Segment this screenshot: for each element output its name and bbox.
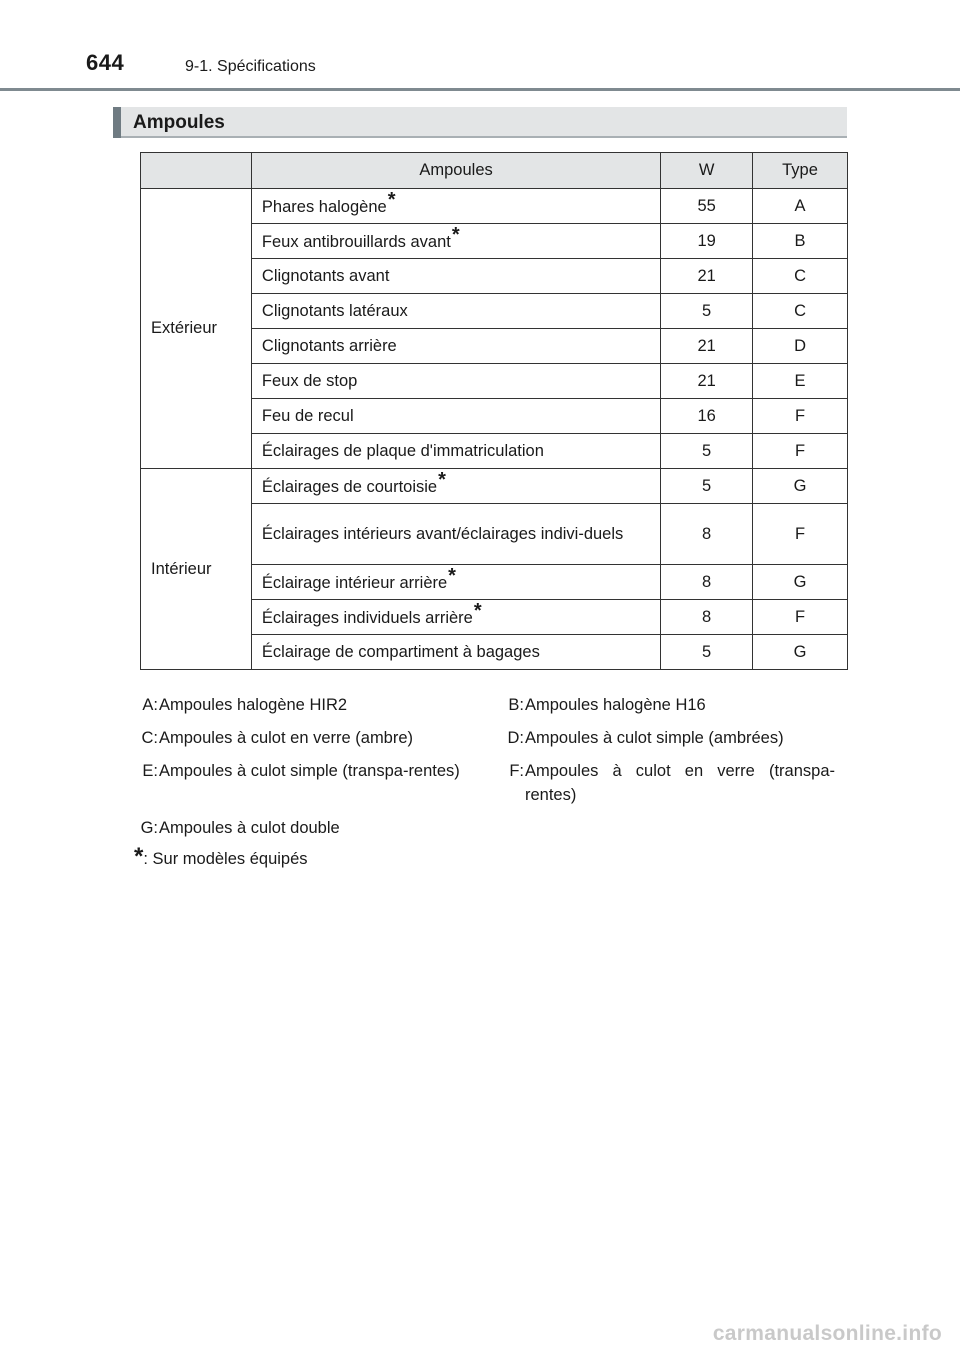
asterisk-mark: * — [448, 564, 456, 587]
header-type: Type — [753, 153, 848, 189]
legend-key: C: — [141, 729, 158, 747]
bulb-watts: 21 — [661, 329, 753, 364]
group-exterior: Extérieur — [141, 189, 252, 469]
bulb-name: Clignotants arrière — [251, 329, 660, 364]
bulb-type: F — [753, 600, 848, 635]
bulb-name: Feux antibrouillards avant* — [251, 224, 660, 259]
bulb-name: Feux de stop — [251, 364, 660, 399]
bulb-watts: 21 — [661, 364, 753, 399]
bulb-watts: 8 — [661, 565, 753, 600]
bulb-name: Éclairages de courtoisie* — [251, 469, 660, 504]
asterisk-mark: * — [438, 468, 446, 491]
legend-text: Ampoules à culot en verre (transpa-rentes) — [525, 762, 835, 804]
bulb-type: F — [753, 434, 848, 469]
bulb-watts: 5 — [661, 294, 753, 329]
bulb-type: C — [753, 259, 848, 294]
bulb-watts: 55 — [661, 189, 753, 224]
bulb-name: Éclairages intérieurs avant/éclairages indivi-duels — [251, 504, 660, 565]
bulb-watts: 21 — [661, 259, 753, 294]
legend-text: Ampoules halogène HIR2 — [159, 696, 348, 714]
type-legend — [130, 693, 850, 849]
legend-key: E: — [142, 762, 158, 780]
asterisk-mark: * — [473, 599, 482, 622]
bulb-watts: 19 — [661, 224, 753, 259]
table-row — [141, 469, 848, 504]
footnote-asterisk: * — [134, 843, 144, 870]
section-reference: 9-1. Spécifications — [185, 58, 316, 75]
legend-key: G: — [140, 819, 158, 837]
bulb-watts: 8 — [661, 504, 753, 565]
table-row — [141, 189, 848, 224]
section-title-bar — [113, 107, 847, 138]
bulb-name: Éclairages de plaque d'immatriculation — [251, 434, 660, 469]
bulb-type: F — [753, 399, 848, 434]
bulb-name: Clignotants latéraux — [251, 294, 660, 329]
bulb-watts: 8 — [661, 600, 753, 635]
legend-key: B: — [508, 696, 524, 714]
legend-row — [130, 693, 850, 726]
bulb-type: G — [753, 469, 848, 504]
bulb-type: G — [753, 565, 848, 600]
bulb-type: F — [753, 504, 848, 565]
bulb-name: Phares halogène* — [251, 189, 660, 224]
bulb-name: Éclairage intérieur arrière* — [251, 565, 660, 600]
section-title: Ampoules — [133, 112, 225, 133]
bulb-watts: 5 — [661, 434, 753, 469]
group-interior: Intérieur — [141, 469, 252, 670]
legend-key: F: — [509, 762, 524, 780]
bulb-name: Feu de recul — [251, 399, 660, 434]
legend-text: Ampoules à culot en verre (ambre) — [159, 729, 414, 747]
footnote-text: : Sur modèles équipés — [143, 850, 308, 868]
bulb-name: Éclairage de compartiment à bagages — [251, 635, 660, 670]
legend-key: D: — [507, 729, 524, 747]
bulb-type: A — [753, 189, 848, 224]
legend-text: Ampoules à culot simple (transpa-rentes) — [159, 762, 460, 780]
header-watts: W — [661, 153, 753, 189]
bulbs-table — [140, 152, 848, 670]
table-header-row — [141, 153, 848, 189]
bulb-type: E — [753, 364, 848, 399]
bulb-watts: 5 — [661, 635, 753, 670]
bulb-name: Clignotants avant — [251, 259, 660, 294]
bulb-name: Éclairages individuels arrière* — [251, 600, 660, 635]
header-group — [141, 153, 252, 189]
page-header — [0, 0, 960, 92]
bulb-type: G — [753, 635, 848, 670]
legend-text: Ampoules halogène H16 — [525, 696, 706, 714]
bulb-watts: 5 — [661, 469, 753, 504]
title-accent — [113, 107, 121, 138]
header-bulbs: Ampoules — [251, 153, 660, 189]
watermark: carmanualsonline.info — [712, 1322, 942, 1345]
bulb-type: B — [753, 224, 848, 259]
bulb-watts: 16 — [661, 399, 753, 434]
legend-key: A: — [142, 696, 158, 714]
bulb-type: D — [753, 329, 848, 364]
bulb-type: C — [753, 294, 848, 329]
legend-row — [130, 759, 850, 816]
legend-row — [130, 726, 850, 759]
footnote — [134, 843, 308, 871]
legend-text: Ampoules à culot simple (ambrées) — [525, 729, 784, 747]
asterisk-mark: * — [451, 223, 460, 246]
asterisk-mark: * — [387, 188, 396, 211]
header-rule — [0, 88, 960, 91]
page-number: 644 — [86, 50, 125, 75]
legend-text: Ampoules à culot double — [159, 819, 340, 837]
